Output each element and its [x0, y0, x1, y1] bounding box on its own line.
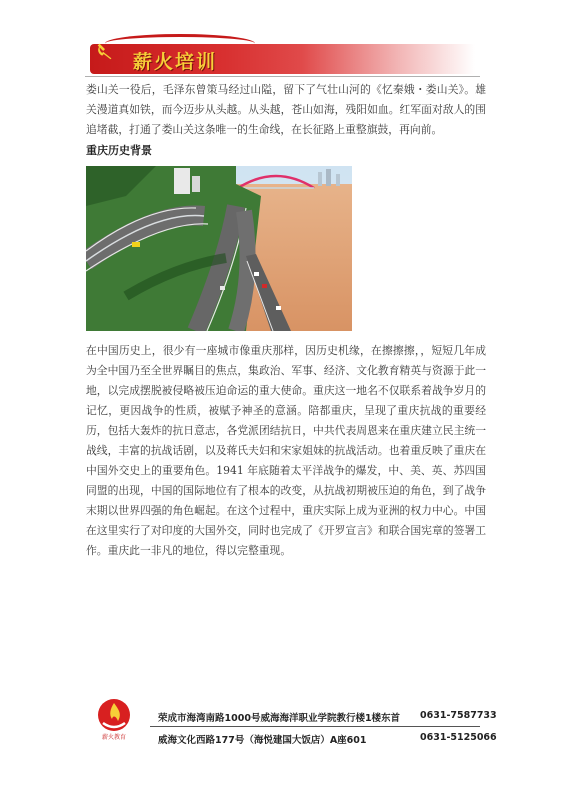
phone-1: 0631-7587733: [420, 710, 497, 721]
page-header: [0, 0, 565, 80]
footer-line-2: [158, 732, 497, 746]
address-1: 荣成市海湾南路1000号威海海洋职业学院教行楼1楼东首: [158, 713, 401, 724]
brand-name: 薪火培训: [133, 51, 218, 73]
article-body: [86, 80, 486, 561]
flame-logo-icon: [94, 697, 134, 741]
body-paragraph: 在中国历史上，很少有一座城市像重庆那样，因历史机缘，在擦擦擦，，短短几年成为全中国乃至全世界瞩目的焦点，集政治、军事、经济、文化教育精英与资源于此一地，以完成摆脱被侵略被压迫命运的重大使命。重庆这一地名不仅联系着战争岁月的记忆，更因战争的性质，被赋予神圣的意涵。陪都重庆，呈现了重庆抗战的重要经历，包括大轰炸的抗日意志，各党派团结抗日，中共代表周恩来在重庆建立民主统一战线，丰富的抗战话剧，以及蒋氏夫妇和宋家姐妹的抗战活动。也着重反映了重庆在中国外交史上的重要角色。1941 年底随着太平洋战争的爆发，中、美、英、苏四国同盟的出现，中国的国际地位有了根本的改变，从抗战初期被压迫的角色，到了战争末期以世界四强的角色崛起。在这个过程中，重庆实际上成为亚洲的权力中心。中国在这里实行了对印度的大国外交，同时也完成了《开罗宣言》和联合国宪章的签署工作。重庆此一非凡的地位，得以完整重现。: [86, 344, 486, 557]
section-title: 重庆历史背景: [86, 144, 152, 157]
page-footer: [0, 686, 565, 800]
chongqing-interchange-photo: [86, 166, 352, 331]
intro-paragraph: 娄山关一役后，毛泽东曾策马经过山隘，留下了气壮山河的《忆秦娥・娄山关》。雄关漫道真如铁，而今迈步从头越。从头越，苍山如海，残阳如血。红军面对敌人的围追堵截，打通了娄山关这条唯一的生命线，在长征路上重整旗鼓，再向前。: [86, 83, 486, 136]
hammer-sickle-icon: [94, 40, 116, 62]
logo-caption: 薪火教育: [101, 734, 127, 741]
address-2: 威海文化西路177号（海悦建国大饭店）A座601: [158, 735, 367, 746]
footer-divider: [150, 726, 480, 727]
header-divider: [85, 76, 480, 77]
footer-line-1: [158, 710, 497, 724]
phone-2: 0631-5125066: [420, 732, 497, 743]
